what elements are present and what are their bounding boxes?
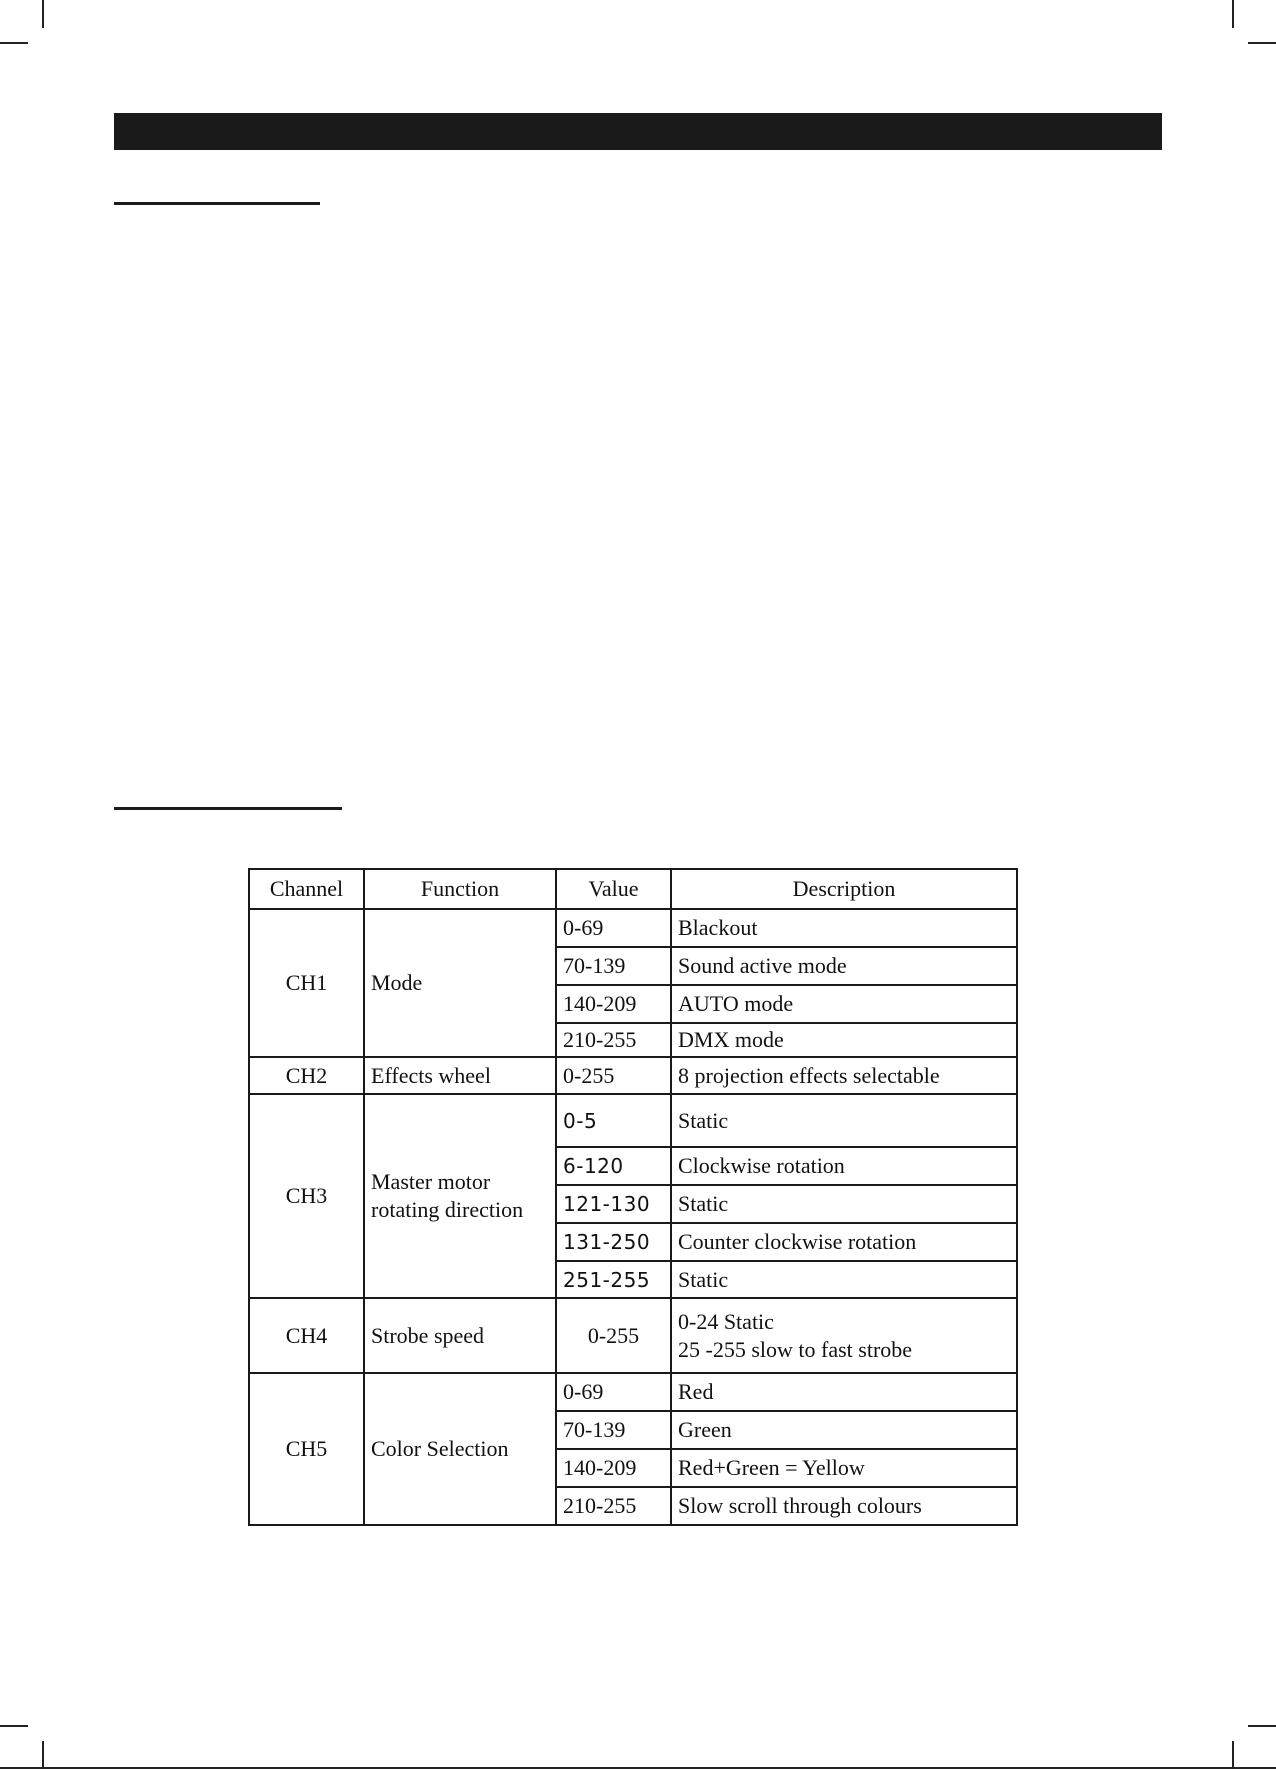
function-line: rotating direction	[371, 1197, 524, 1222]
value-cell: 131-250	[556, 1223, 671, 1261]
channel-cell: CH2	[249, 1057, 364, 1094]
description-cell: 8 projection effects selectable	[671, 1057, 1017, 1094]
value-cell: 210-255	[556, 1023, 671, 1057]
heading-underline	[114, 807, 342, 810]
value-cell: 0-69	[556, 909, 671, 947]
channel-cell: CH1	[249, 909, 364, 1057]
crop-mark	[42, 1741, 44, 1769]
header-value: Value	[556, 869, 671, 909]
description-cell: Static	[671, 1261, 1017, 1298]
description-cell: Static	[671, 1185, 1017, 1223]
crop-mark	[42, 0, 44, 28]
heading-underline	[114, 202, 320, 205]
description-line: 0-24 Static	[678, 1308, 774, 1334]
value-cell: 0-255	[556, 1057, 671, 1094]
description-line: 25 -255 slow to fast strobe	[678, 1336, 913, 1362]
value-cell: 140-209	[556, 1449, 671, 1487]
crop-mark	[1248, 42, 1276, 44]
description-cell: Green	[671, 1411, 1017, 1449]
function-cell: Mode	[364, 909, 556, 1057]
value-cell: 210-255	[556, 1487, 671, 1525]
crop-mark	[0, 1725, 28, 1727]
description-cell: Slow scroll through colours	[671, 1487, 1017, 1525]
description-cell: DMX mode	[671, 1023, 1017, 1057]
table-header-row	[249, 869, 1017, 909]
header-channel: Channel	[249, 869, 364, 909]
description-cell	[671, 1298, 1017, 1373]
value-cell: 0-255	[556, 1298, 671, 1373]
crop-mark	[1248, 1725, 1276, 1727]
table-row	[249, 1094, 1017, 1147]
crop-mark	[1232, 1741, 1234, 1769]
table-row	[249, 1298, 1017, 1373]
description-cell: Blackout	[671, 909, 1017, 947]
function-cell: Effects wheel	[364, 1057, 556, 1094]
channel-cell: CH3	[249, 1094, 364, 1298]
table-row	[249, 1373, 1017, 1411]
description-cell: Static	[671, 1094, 1017, 1147]
crop-mark	[0, 42, 28, 44]
function-cell	[364, 1094, 556, 1298]
description-cell: AUTO mode	[671, 985, 1017, 1023]
value-cell: 0-5	[556, 1094, 671, 1147]
table-row	[249, 1057, 1017, 1094]
value-cell: 6-120	[556, 1147, 671, 1185]
description-cell: Red+Green = Yellow	[671, 1449, 1017, 1487]
value-cell: 70-139	[556, 947, 671, 985]
section-header-bar	[114, 113, 1162, 150]
crop-mark	[1232, 0, 1234, 28]
header-description: Description	[671, 869, 1017, 909]
channel-cell: CH4	[249, 1298, 364, 1373]
value-cell: 121-130	[556, 1185, 671, 1223]
channel-cell: CH5	[249, 1373, 364, 1525]
function-cell: Strobe speed	[364, 1298, 556, 1373]
value-cell: 140-209	[556, 985, 671, 1023]
function-cell: Color Selection	[364, 1373, 556, 1525]
value-cell: 0-69	[556, 1373, 671, 1411]
value-cell: 251-255	[556, 1261, 671, 1298]
table-row	[249, 909, 1017, 947]
dmx-channel-table	[248, 868, 1018, 1526]
value-cell: 70-139	[556, 1411, 671, 1449]
description-cell: Sound active mode	[671, 947, 1017, 985]
description-cell: Clockwise rotation	[671, 1147, 1017, 1185]
description-cell: Counter clockwise rotation	[671, 1223, 1017, 1261]
header-function: Function	[364, 869, 556, 909]
function-line: Master motor	[371, 1169, 491, 1194]
description-cell: Red	[671, 1373, 1017, 1411]
